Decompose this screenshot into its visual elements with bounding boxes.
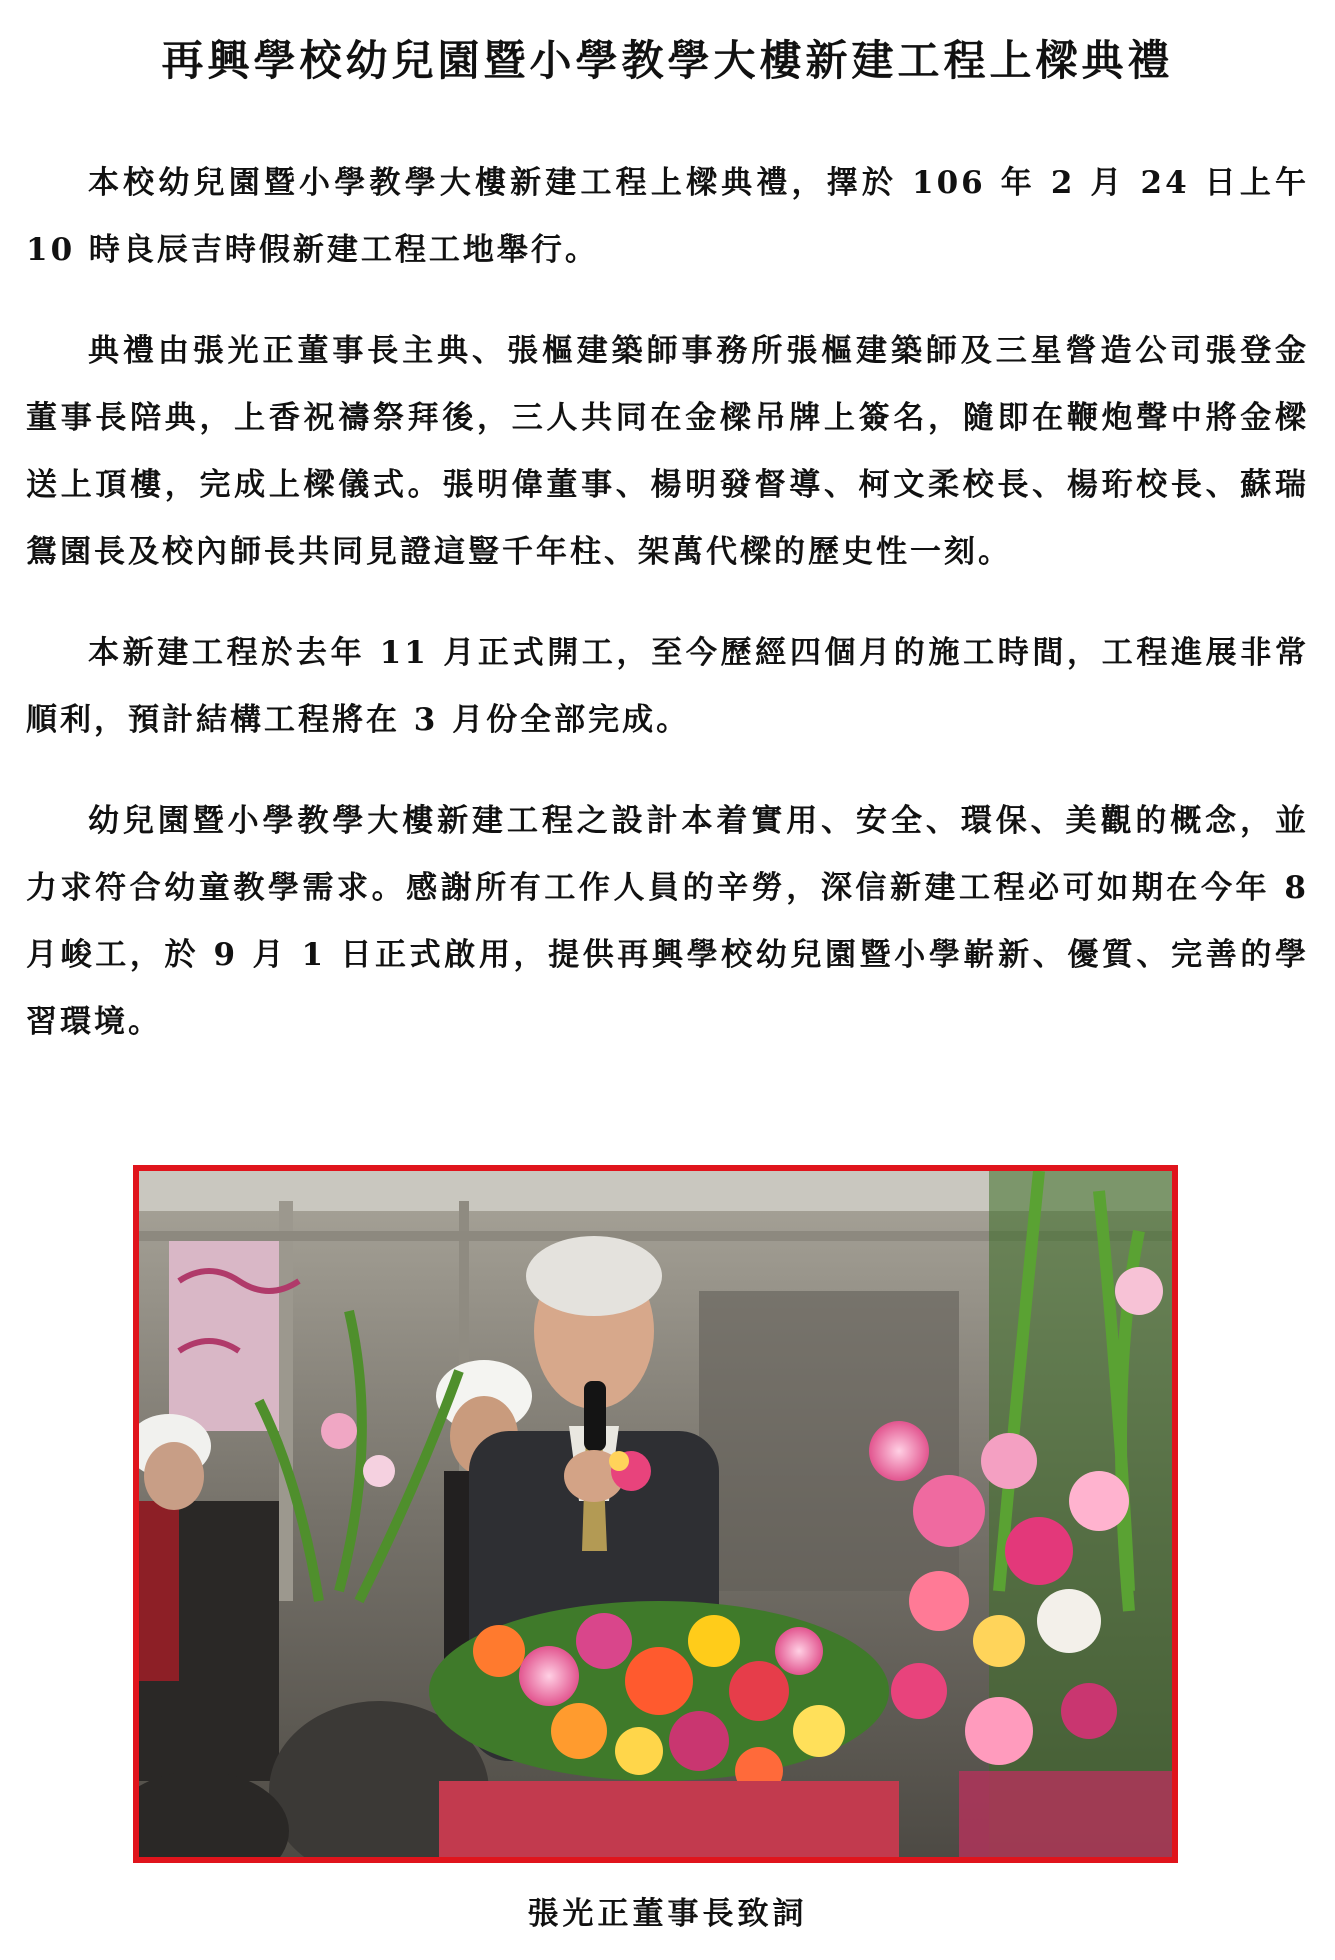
article-body bbox=[26, 150, 1309, 1090]
paragraph-design-concept: 幼兒園暨小學教學大樓新建工程之設計本着實用、安全、環保、美觀的概念，並力求符合幼童教學需求。感謝所有工作人員的辛勞，深信新建工程必可如期在今年 8 月峻工，於 9 月 1 日正式啟用，提供再興學校幼兒園暨小學嶄新、優質、完善的學習環境。 bbox=[26, 803, 1309, 1040]
paragraph-ceremony-date: 本校幼兒園暨小學教學大樓新建工程上樑典禮，擇於 106 年 2 月 24 日上午 10 時良辰吉時假新建工程工地舉行。 bbox=[26, 165, 1309, 268]
page-title: 再興學校幼兒園暨小學教學大樓新建工程上樑典禮 bbox=[161, 36, 1174, 85]
photo-caption: 張光正董事長致詞 bbox=[527, 1896, 808, 1932]
paragraph-construction-progress: 本新建工程於去年 11 月正式開工，至今歷經四個月的施工時間，工程進展非常順利，預計結構工程將在 3 月份全部完成。 bbox=[26, 635, 1309, 738]
paragraph-ceremony-details: 典禮由張光正董事長主典、張樞建築師事務所張樞建築師及三星營造公司張登金董事長陪典，上香祝禱祭拜後，三人共同在金樑吊牌上簽名，隨即在鞭炮聲中將金樑送上頂樓，完成上樑儀式。張明偉董事、楊明發督導、柯文柔校長、楊珩校長、蘇瑞鴛園長及校內師長共同見證這豎千年柱、架萬代樑的歷史性一刻。 bbox=[26, 333, 1309, 570]
speaker-photo-illustration bbox=[139, 1171, 1172, 1857]
ceremony-photo bbox=[133, 1165, 1178, 1863]
